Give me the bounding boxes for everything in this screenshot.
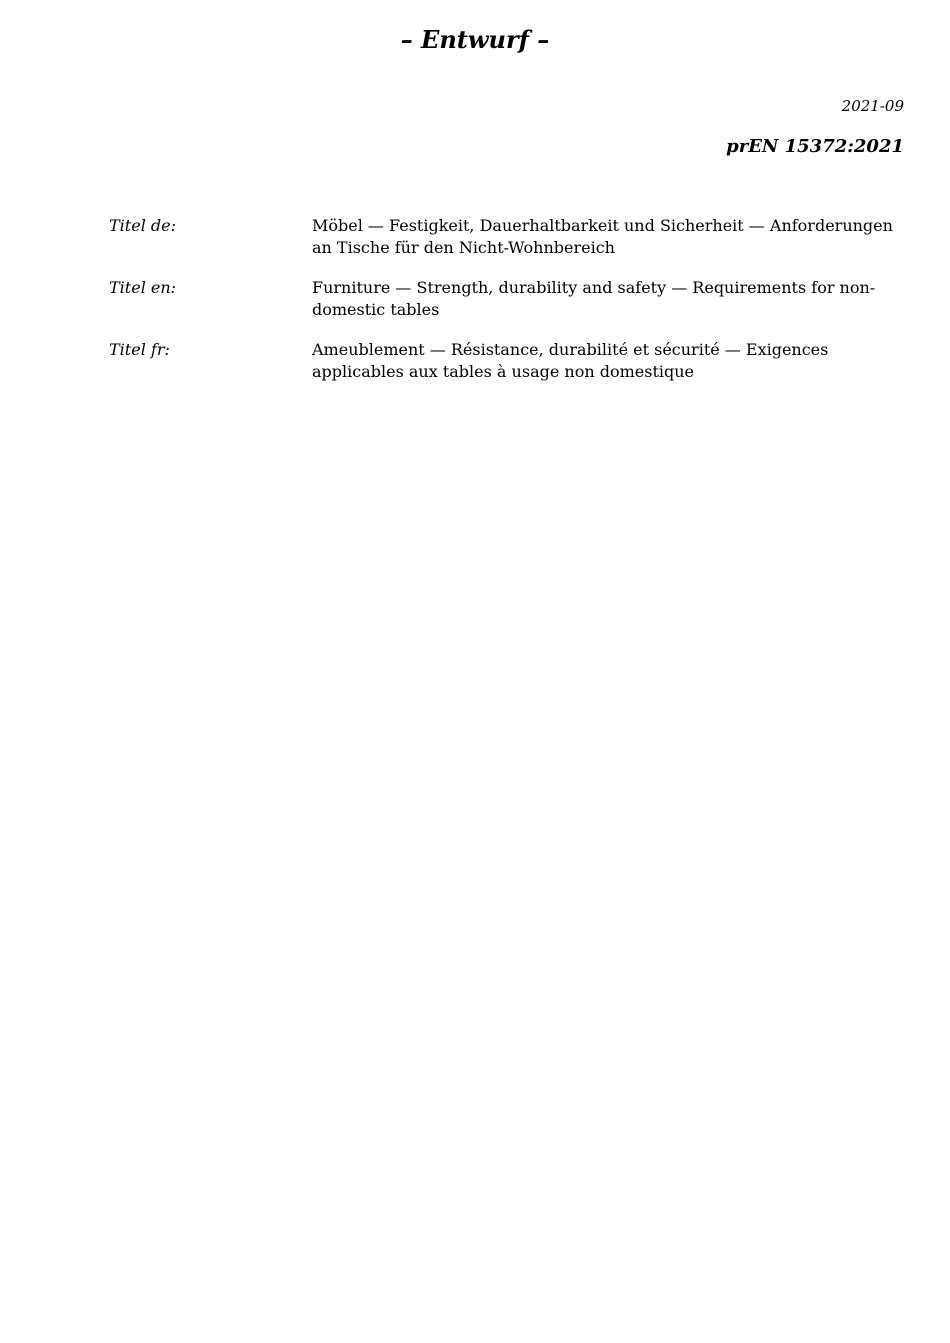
document-number: prEN 15372:2021: [726, 136, 904, 157]
document-date: 2021-09: [841, 97, 904, 115]
draft-heading: – Entwurf –: [400, 25, 550, 54]
title-label-fr: Titel fr:: [109, 340, 170, 359]
title-text-de: Möbel — Festigkeit, Dauerhaltbarkeit und Sicherheit — Anforderungen an Tische für den Nicht-Wohnbereich: [312, 216, 893, 257]
title-text-en: Furniture — Strength, durability and safety — Requirements for non-domestic tables: [312, 278, 876, 319]
title-label-en: Titel en:: [109, 278, 177, 297]
title-row-fr: [109, 339, 909, 383]
title-row-de: [109, 215, 909, 259]
title-row-en: [109, 277, 909, 321]
title-text-fr: Ameublement — Résistance, durabilité et sécurité — Exigences applicables aux tables à usage non domestique: [312, 340, 829, 381]
title-label-de: Titel de:: [109, 216, 176, 235]
titles-block: [109, 215, 909, 401]
